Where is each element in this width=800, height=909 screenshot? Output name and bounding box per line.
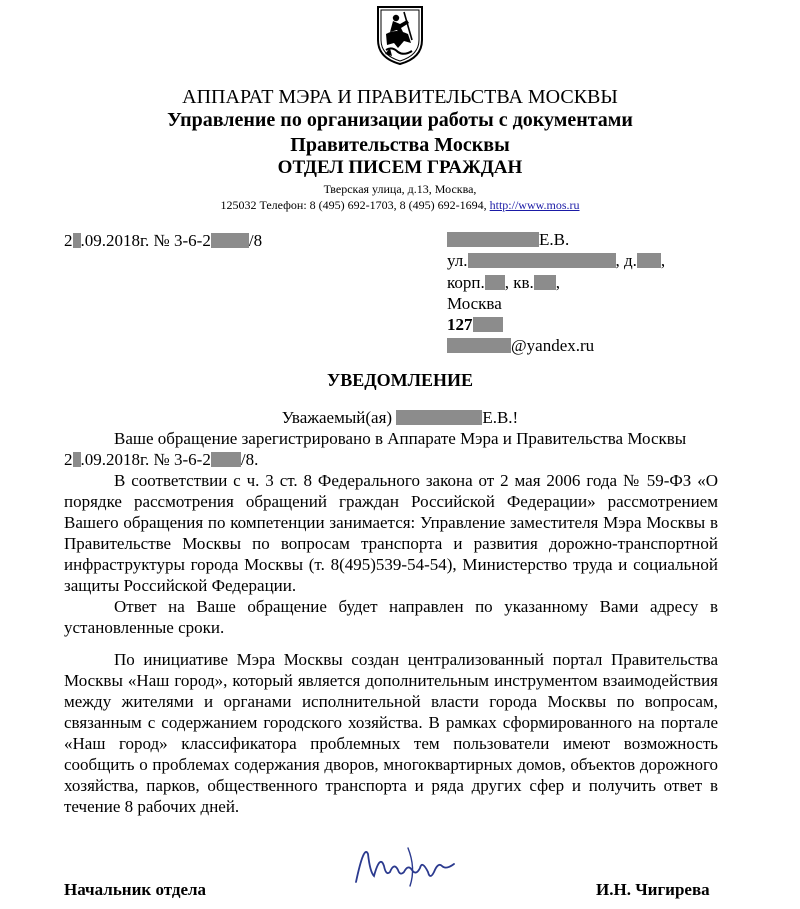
recipient-building: корп. , кв. ,	[447, 273, 561, 292]
division-title: ОТДЕЛ ПИСЕМ ГРАЖДАН	[277, 157, 523, 178]
redacted-house	[637, 253, 661, 268]
moscow-coat-of-arms-icon	[374, 4, 426, 66]
document-title: УВЕДОМЛЕНИЕ	[326, 370, 474, 390]
redacted-building	[485, 275, 505, 290]
registration-paragraph: Ваше обращение зарегистрировано в Аппарате Мэра и Правительства Москвы 2 .09.2018г. № 3-6-2 /8.	[64, 429, 687, 469]
reference-number: 2 .09.2018г. № 3-6-2 /8	[64, 231, 263, 250]
signer-name: И.Н. Чигирева	[596, 880, 710, 899]
recipient-postcode: 127	[447, 315, 503, 335]
website-link[interactable]: http://www.mos.ru	[489, 198, 580, 212]
apparatus-title: АППАРАТ МЭРА И ПРАВИТЕЛЬСТВА МОСКВЫ	[182, 86, 618, 108]
redacted-date-digit-2	[73, 452, 81, 467]
department-title-line1: Управление по организации работы с документами	[167, 109, 633, 131]
redacted-email	[447, 338, 511, 353]
response-paragraph: Ответ на Ваше обращение будет направлен по указанному Вами адресу в установленные сроки.	[64, 597, 718, 637]
redacted-number-2	[211, 452, 241, 467]
recipient-street: ул. , д. ,	[447, 251, 666, 270]
redacted-postcode	[473, 317, 503, 332]
signer-position: Начальник отдела	[64, 880, 207, 899]
redacted-number	[211, 233, 249, 248]
redacted-street	[468, 253, 616, 268]
recipient-name: Е.В.	[447, 230, 569, 250]
department-title-line2: Правительства Москвы	[290, 134, 510, 156]
salutation: Уважаемый(ая) Е.В.!	[281, 408, 519, 427]
portal-paragraph: По инициативе Мэра Москвы создан централизованный портал Правительства Москвы «Наш город», который является дополнительным инструментом взаимодействия между жителями и органами исполнительной власти города Москвы по вопросам, связанным с содержанием городского хозяйства. В рамках сформированного на портале «Наш город» классификатора проблемных тем пользователи имеют возможность сообщить о проблемах содержания дворов, многоквартирных домов, объектов дорожного хозяйства, парков, общественного транспорта и ряда других сфер и получить ответ в течение 8 рабочих дней.	[64, 650, 718, 816]
redacted-apartment	[534, 275, 556, 290]
phone-line	[0, 198, 800, 213]
recipient-city: Москва	[447, 294, 502, 313]
recipient-email: @yandex.ru	[447, 336, 594, 356]
redacted-surname	[447, 232, 539, 247]
phone-text: 125032 Телефон: 8 (495) 692-1703, 8 (495) 692-1694,	[220, 198, 487, 212]
signature-image	[350, 842, 460, 890]
competence-paragraph: В соответствии с ч. 3 ст. 8 Федерального закона от 2 мая 2006 года № 59-ФЗ «О порядке рассмотрения обращений граждан Российской Федерации» рассмотрением Вашего обращения по компетенции занимается: Управление заместителя Мэра Москвы в Правительстве Москвы по вопросам транспорта и развития дорожно-транспортной инфраструктуры города Москвы (т. 8(495)539-54-54), Министерство труда и социальной защиты Российской Федерации.	[64, 471, 718, 595]
redacted-date-digit	[73, 233, 81, 248]
redacted-addressee	[396, 410, 482, 425]
address-line: Тверская улица, д.13, Москва,	[323, 182, 477, 196]
